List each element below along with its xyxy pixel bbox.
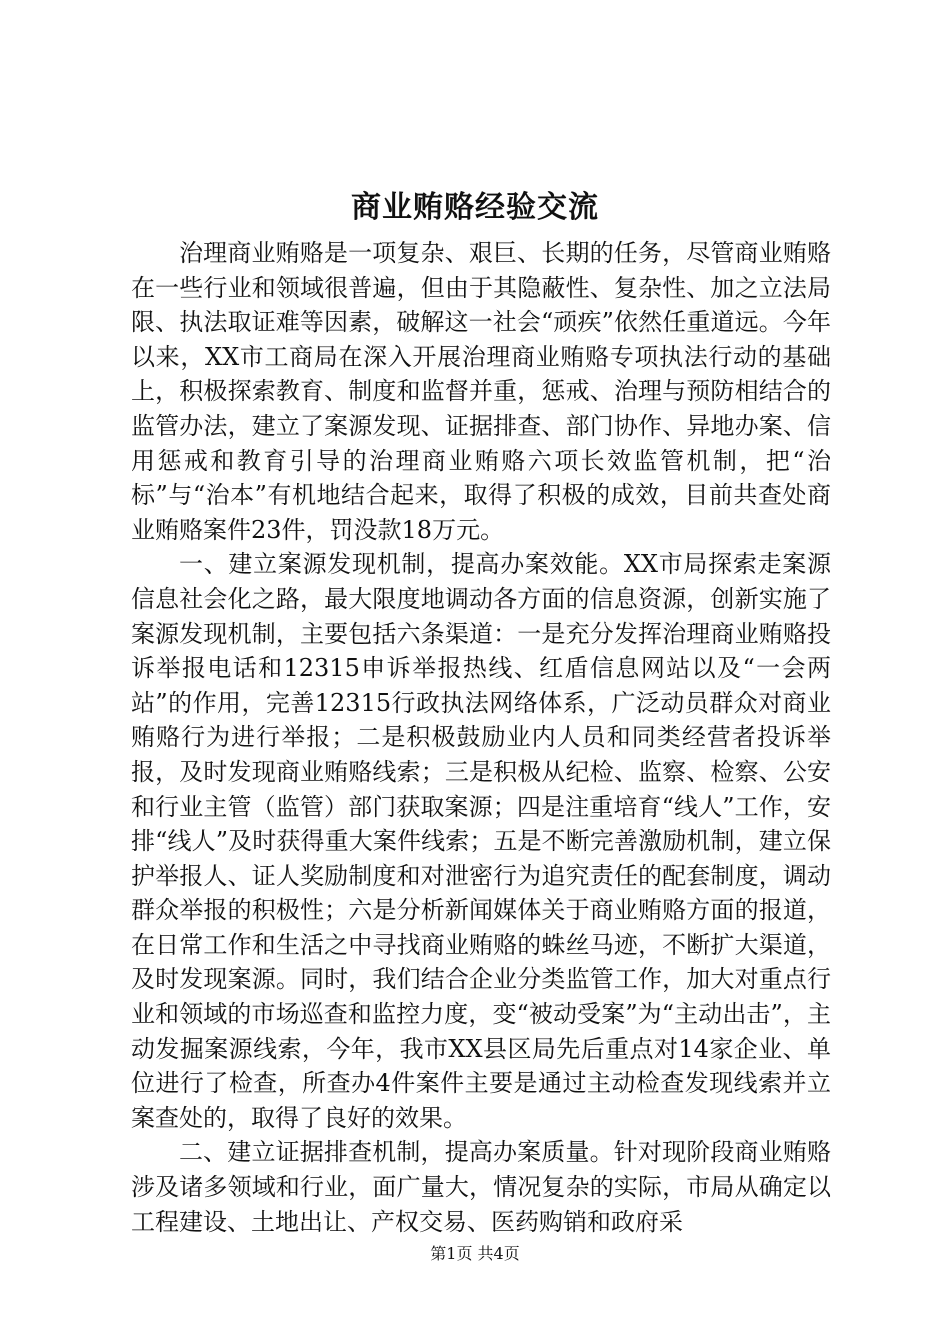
paragraph-section-2: 二、建立证据排查机制，提高办案质量。针对现阶段商业贿赂涉及诸多领域和行业，面广量大，情况复杂的实际，市局从确定以工程建设、土地出让、产权交易、医药购销和政府采 bbox=[131, 1138, 831, 1236]
paragraph-intro: 治理商业贿赂是一项复杂、艰巨、长期的任务，尽管商业贿赂在一些行业和领域很普遍，但由于其隐蔽性、复杂性、加之立法局限、执法取证难等因素，破解这一社会“顽疾”依然任重道远。今年以来，XX市工商局在深入开展治理商业贿赂专项执法行动的基础上，积极探索教育、制度和监督并重，惩戒、治理与预防相结合的监管办法，建立了案源发现、证据排查、部门协作、异地办案、信用惩戒和教育引导的治理商业贿赂六项长效监管机制，把“治标”与“治本”有机地结合起来，取得了积极的成效，目前共查处商业贿赂案件23件，罚没款18万元。 bbox=[131, 239, 831, 544]
paragraph-section-1: 一、建立案源发现机制，提高办案效能。XX市局探索走案源信息社会化之路，最大限度地调动各方面的信息资源，创新实施了案源发现机制，主要包括六条渠道：一是充分发挥治理商业贿赂投诉举报电话和12315申诉举报热线、红盾信息网站以及“一会两站”的作用，完善12315行政执法网络体系，广泛动员群众对商业贿赂行为进行举报；二是积极鼓励业内人员和同类经营者投诉举报，及时发现商业贿赂线索；三是积极从纪检、监察、检察、公安和行业主管（监管）部门获取案源；四是注重培育“线人”工作，安排“线人”及时获得重大案件线索；五是不断完善激励机制，建立保护举报人、证人奖励制度和对泄密行为追究责任的配套制度，调动群众举报的积极性；六是分析新闻媒体关于商业贿赂方面的报道，在日常工作和生活之中寻找商业贿赂的蛛丝马迹，不断扩大渠道，及时发现案源。同时，我们结合企业分类监管工作，加大对重点行业和领域的市场巡查和监控力度，变“被动受案”为“主动出击”，主动发掘案源线索，今年，我市XX县区局先后重点对14家企业、单位进行了检查，所查办4件案件主要是通过主动检查发现线索并立案查处的，取得了良好的效果。 bbox=[131, 550, 831, 1132]
page-footer: 第1页 共4页 bbox=[430, 1244, 520, 1263]
document-body bbox=[131, 236, 831, 1239]
document-title: 商业贿赂经验交流 bbox=[351, 190, 599, 225]
